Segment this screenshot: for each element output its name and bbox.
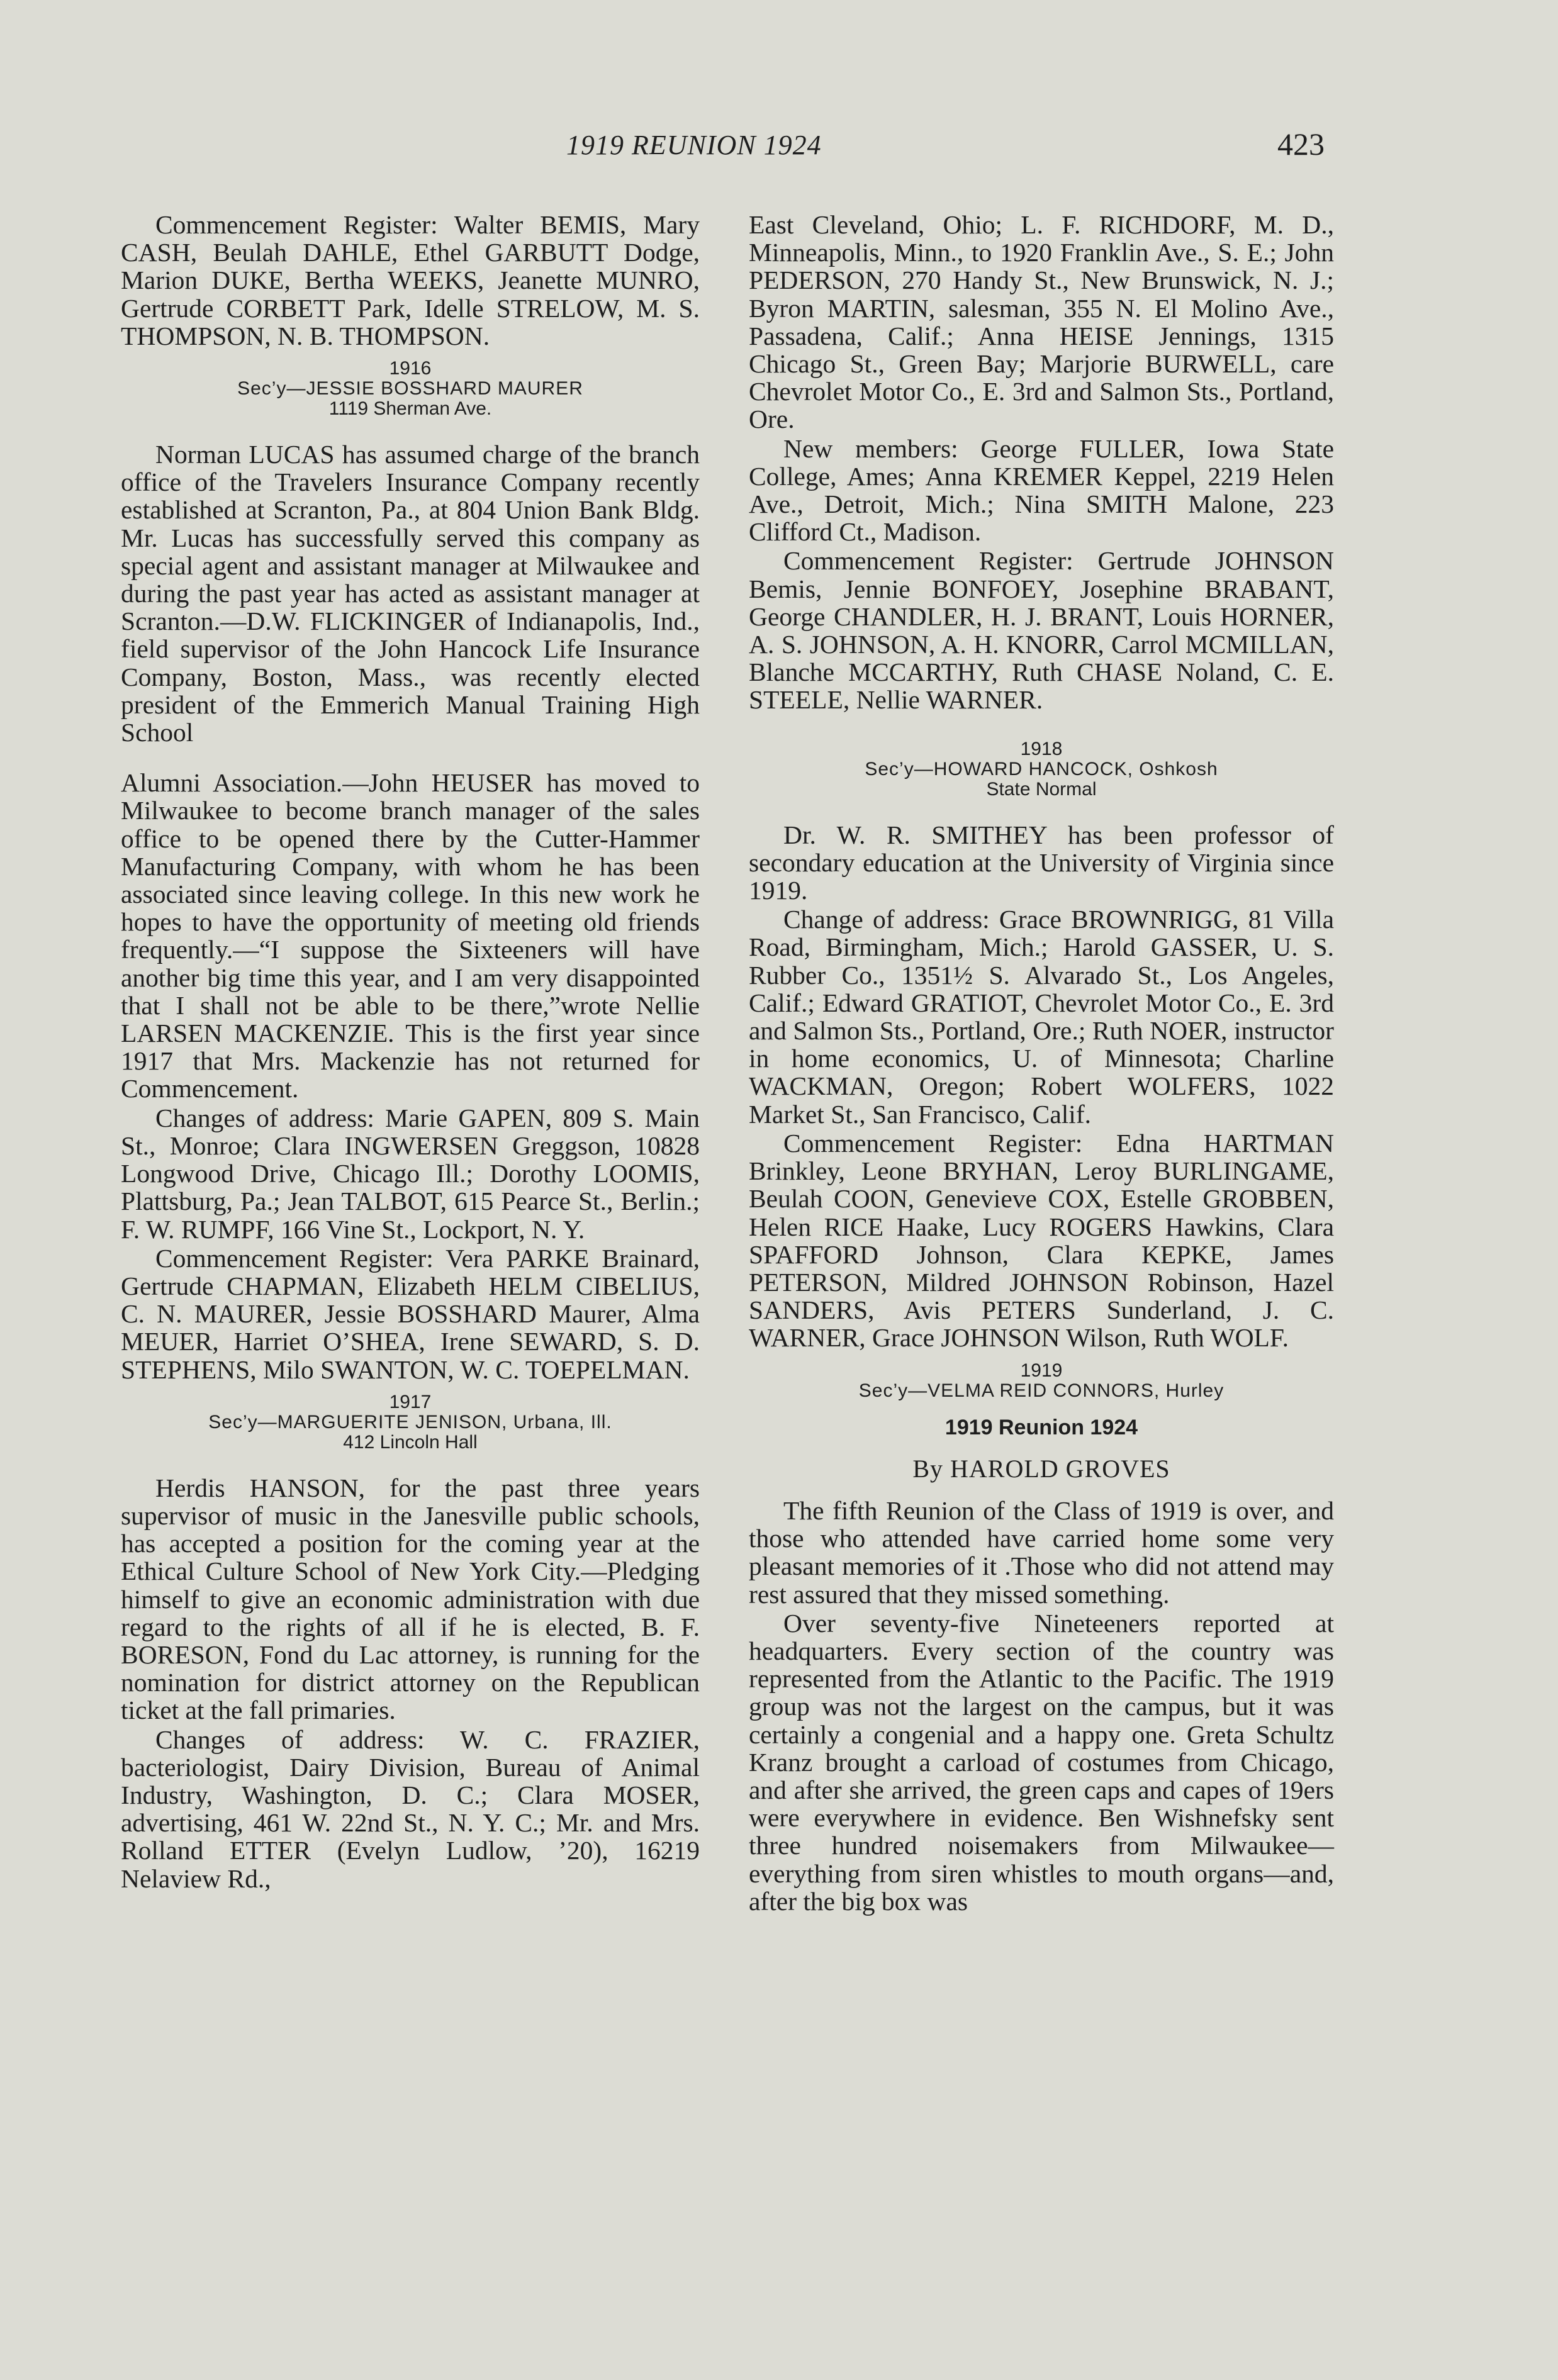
secretary-address: State Normal [986, 778, 1097, 800]
paragraph: Alumni Association.—John HEUSER has moved to Milwaukee to become branch manager of the sales office to be opened there by the Cutter-Hammer Manufacturing Company, with whom he has been associated since leaving college. In this new work he hopes to have the opportunity of meeting old friends frequently.—“I suppose the Sixteeners will have another big time this year, and I am very disappointed that I shall not be able to be there,”wrote Nellie LARSEN MACKENZIE. This is the first year since 1917 that Mrs. Mackenzie has not returned for Commencement. [121, 768, 700, 1103]
secretary-name: Sec’y—HOWARD HANCOCK, Oshkosh [865, 758, 1218, 779]
paragraph: Commencement Register: Gertrude JOHNSON Bemis, Jennie BONFOEY, Josephine BRABANT, George CHANDLER, H. J. BRANT, Louis HORNER, A. S. JOHNSON, A. H. KNORR, Carrol MCMILLAN, Blanche MCCARTHY, Ruth CHASE Noland, C. E. STEELE, Nellie WARNER. [749, 546, 1334, 715]
page-number: 423 [1277, 126, 1325, 162]
class-year: 1917 [389, 1391, 432, 1412]
secretary-name: Sec’y—VELMA REID CONNORS, Hurley [858, 1380, 1225, 1401]
secretary-address: 412 Lincoln Hall [343, 1431, 478, 1453]
secretary-name: Sec’y—MARGUERITE JENISON, Urbana, Ill. [208, 1411, 612, 1433]
class-secretary-1917 [121, 1392, 700, 1453]
running-title: 1919 REUNION 1924 [566, 130, 822, 160]
article-title: 1919 Reunion 1924 [944, 1415, 1138, 1439]
paragraph: Change of address: Grace BROWNRIGG, 81 Villa Road, Birmingham, Mich.; Harold GASSER, U. S. Rubber Co., 1351½ S. Alvarado St., Los Angeles, Calif.; Edward GRATIOT, Chevrolet Motor Co., E. 3rd and Salmon Sts., Portland, Ore.; Ruth NOER, instructor in home economics, U. of Minnesota; Charline WACKMAN, Oregon; Robert WOLFERS, 1022 Market St., San Francisco, Calif. [749, 905, 1334, 1129]
paragraph: Over seventy-five Nineteeners reported at headquarters. Every section of the country was represented from the Atlantic to the Pacific. The 1919 group was not the largest on the campus, but it was certainly a congenial and a happy one. Greta Schultz Kranz brought a carload of costumes from Chicago, and after she arrived, the green caps and capes of 19ers were everywhere in evidence. Ben Wishnefsky sent three hundred noisemakers from Milwaukee—everything from siren whistles to mouth organs—and, after the big box was [749, 1608, 1334, 1916]
paragraph: Commencement Register: Edna HARTMAN Brinkley, Leone BRYHAN, Leroy BURLINGAME, Beulah COON, Genevieve COX, Estelle GROBBEN, Helen RICE Haake, Lucy ROGERS Hawkins, Clara SPAFFORD Johnson, Clara KEPKE, James PETERSON, Mildred JOHNSON Robinson, Hazel SANDERS, Avis PETERS Sunderland, J. C. WARNER, Grace JOHNSON Wilson, Ruth WOLF. [749, 1128, 1334, 1353]
paragraph: New members: George FULLER, Iowa State College, Ames; Anna KREMER Keppel, 2219 Helen Ave., Detroit, Mich.; Nina SMITH Malone, 223 Clifford Ct., Madison. [749, 433, 1334, 547]
paragraph: Changes of address: Marie GAPEN, 809 S. Main St., Monroe; Clara INGWERSEN Greggson, 10828 Longwood Drive, Chicago Ill.; Dorothy LOOMIS, Plattsburg, Pa.; Jean TALBOT, 615 Pearce St., Berlin.; F. W. RUMPF, 166 Vine St., Lockport, N. Y. [121, 1103, 700, 1244]
paragraph: Changes of address: W. C. FRAZIER, bacteriologist, Dairy Division, Bureau of Animal Industry, Washington, D. C.; Clara MOSER, advertising, 461 W. 22nd St., N. Y. C.; Mr. and Mrs. Rolland ETTER (Evelyn Ludlow, ’20), 16219 Nelaview Rd., [121, 1724, 700, 1893]
class-year: 1916 [389, 358, 432, 379]
paragraph: Norman LUCAS has assumed charge of the branch office of the Travelers Insurance Company recently established at Scranton, Pa., at 804 Union Bank Bldg. Mr. Lucas has successfully served this company as special agent and assistant manager at Milwaukee and during the past year has acted as assistant manager at Scranton.—D.W. FLICKINGER of Indianapolis, Ind., field supervisor of the John Hancock Life Insurance Company, Boston, Mass., was recently elected president of the Emmerich Manual Training High School [121, 440, 700, 747]
class-secretary-1919 [749, 1361, 1334, 1401]
secretary-name: Sec’y—JESSIE BOSSHARD MAURER [237, 378, 583, 399]
paragraph: Herdis HANSON, for the past three years supervisor of music in the Janesville public schools, has accepted a position for the coming year at the Ethical Culture School of New York City.—Pledging himself to give an economic administration with due regard to the rights of all if he is elected, B. F. BORESON, Fond du Lac attorney, is running for the nomination for district attorney on the Republican ticket at the fall primaries. [121, 1473, 700, 1725]
paragraph: Commencement Register: Walter BEMIS, Mary CASH, Beulah DAHLE, Ethel GARBUTT Dodge, Marion DUKE, Bertha WEEKS, Jeanette MUNRO, Gertrude CORBETT Park, Idelle STRELOW, M. S. THOMPSON, N. B. THOMPSON. [121, 210, 700, 350]
class-secretary-1918 [749, 739, 1334, 800]
paragraph: Commencement Register: Vera PARKE Brainard, Gertrude CHAPMAN, Elizabeth HELM CIBELIUS, C. N. MAURER, Jessie BOSSHARD Maurer, Alma MEUER, Harriet O’SHEA, Irene SEWARD, S. D. STEPHENS, Milo SWANTON, W. C. TOEPELMAN. [121, 1243, 700, 1384]
right-column [749, 211, 1334, 1915]
left-column [121, 211, 700, 1892]
class-year: 1919 [1020, 1360, 1063, 1381]
paragraph: Dr. W. R. SMITHEY has been professor of secondary education at the University of Virginia since 1919. [749, 820, 1334, 905]
class-secretary-1916 [121, 359, 700, 419]
class-year: 1918 [1020, 738, 1063, 759]
secretary-address: 1119 Sherman Ave. [328, 398, 492, 420]
paragraph: The fifth Reunion of the Class of 1919 is over, and those who attended have carried home some very pleasant memories of it .Those who did not attend may rest assured that they missed something. [749, 1495, 1334, 1609]
paragraph: East Cleveland, Ohio; L. F. RICHDORF, M. D., Minneapolis, Minn., to 1920 Franklin Ave., S. E.; John PEDERSON, 270 Handy St., New Brunswick, N. J.; Byron MARTIN, salesman, 355 N. El Molino Ave., Passadena, Calif.; Anna HEISE Jennings, 1315 Chicago St., Green Bay; Marjorie BURWELL, care Chevrolet Motor Co., E. 3rd and Salmon Sts., Portland, Ore. [749, 210, 1334, 434]
article-byline: By HAROLD GROVES [912, 1454, 1170, 1483]
